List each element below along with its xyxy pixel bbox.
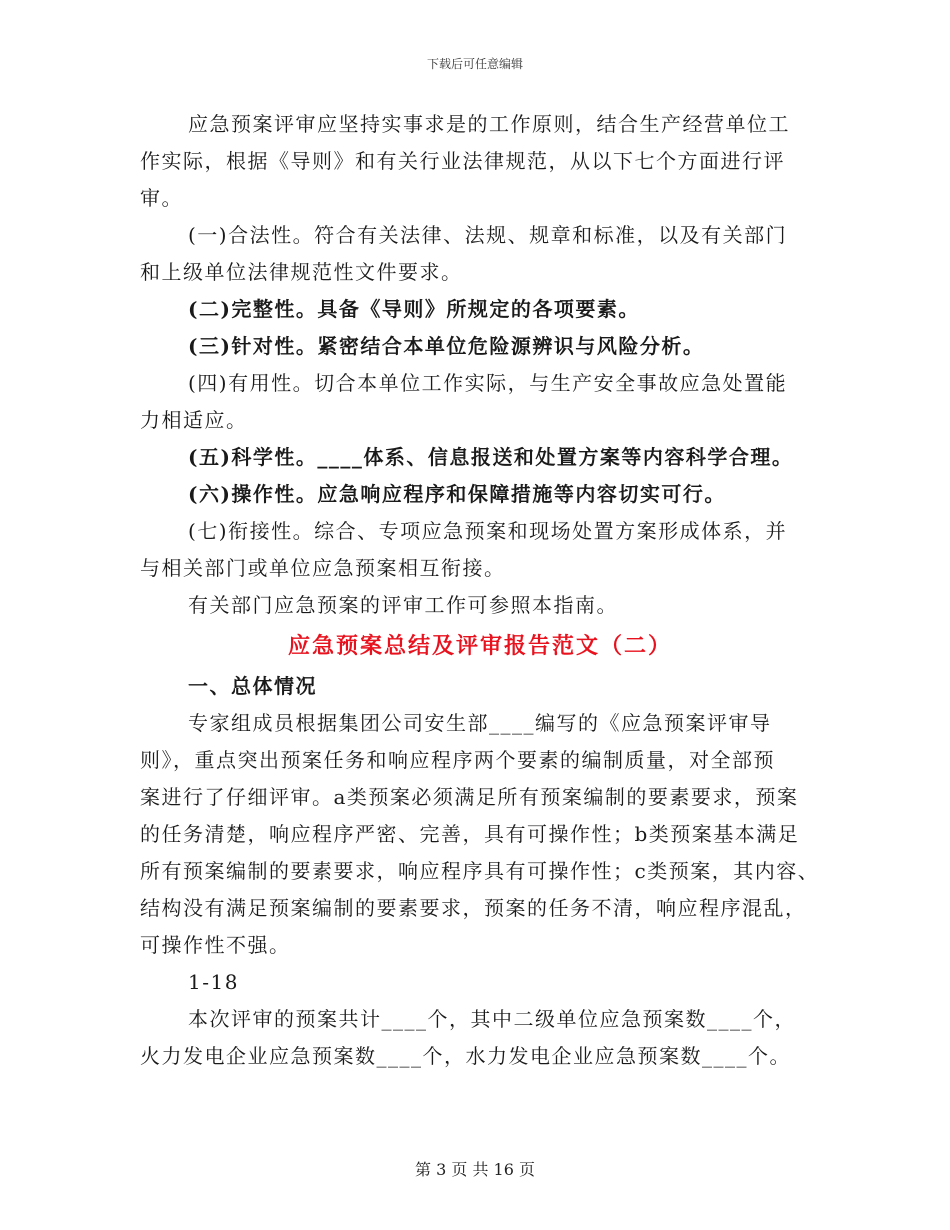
paragraph-line bbox=[140, 853, 820, 890]
line-text: (六)操作性。应急响应程序和保障措施等内容切实可行。 bbox=[188, 482, 726, 506]
paragraph-line bbox=[140, 365, 820, 402]
line-text: 火力发电企业应急预案数____个，水力发电企业应急预案数____个。 bbox=[140, 1044, 791, 1068]
paragraph-line bbox=[140, 705, 820, 742]
line-text: 和上级单位法律规范性文件要求。 bbox=[140, 260, 463, 284]
line-text: (二)完整性。具备《导则》所规定的各项要素。 bbox=[188, 297, 640, 321]
paragraph-line bbox=[140, 476, 820, 513]
line-text: 1-18 bbox=[188, 970, 239, 994]
line-text: 所有预案编制的要素要求，响应程序具有可操作性；c类预案，其内容、 bbox=[140, 859, 820, 883]
paragraph-line bbox=[140, 1001, 820, 1038]
section-title: 应急预案总结及评审报告范文（二） bbox=[287, 633, 672, 659]
paragraph-line bbox=[140, 550, 820, 587]
paragraph-line bbox=[140, 254, 820, 291]
paragraph-line bbox=[140, 1038, 820, 1075]
paragraph-line bbox=[140, 587, 820, 624]
section-one-text bbox=[140, 106, 820, 624]
paragraph-line bbox=[140, 668, 820, 705]
line-text: 可操作性不强。 bbox=[140, 933, 291, 957]
paragraph-line bbox=[140, 180, 820, 217]
line-text: (三)针对性。紧密结合本单位危险源辨识与风险分析。 bbox=[188, 334, 705, 358]
line-text: 则》，重点突出预案任务和响应程序两个要素的编制质量，对全部预 bbox=[140, 748, 775, 772]
line-text: (七)衔接性。综合、专项应急预案和现场处置方案形成体系，并 bbox=[188, 519, 788, 543]
paragraph-line bbox=[140, 890, 820, 927]
line-text: 专家组成员根据集团公司安生部____编写的《应急预案评审导 bbox=[188, 711, 772, 735]
page-number: 第 3 页 共 16 页 bbox=[415, 1160, 535, 1179]
line-text: 的任务清楚，响应程序严密、完善，具有可操作性；b类预案基本满足 bbox=[140, 822, 800, 846]
paragraph-line bbox=[140, 779, 820, 816]
section-two-text bbox=[140, 668, 820, 1075]
line-text: 有关部门应急预案的评审工作可参照本指南。 bbox=[188, 593, 618, 617]
line-text: 本次评审的预案共计____个，其中二级单位应急预案数____个， bbox=[188, 1007, 796, 1031]
line-text: 应急预案评审应坚持实事求是的工作原则，结合生产经营单位工 bbox=[188, 112, 790, 136]
paragraph-line bbox=[140, 927, 820, 964]
line-text: 作实际，根据《导则》和有关行业法律规范，从以下七个方面进行评 bbox=[140, 149, 785, 173]
line-text: 力相适应。 bbox=[140, 408, 248, 432]
paragraph-line bbox=[140, 439, 820, 476]
page-header: 下载后可任意编辑 bbox=[426, 57, 523, 71]
paragraph-line bbox=[140, 816, 820, 853]
document-body bbox=[140, 106, 820, 1075]
paragraph-line bbox=[140, 402, 820, 439]
paragraph-line bbox=[140, 513, 820, 550]
line-text: 案进行了仔细评审。a类预案必须满足所有预案编制的要素要求，预案 bbox=[140, 785, 799, 809]
paragraph-line bbox=[140, 964, 820, 1001]
line-text: 与相关部门或单位应急预案相互衔接。 bbox=[140, 556, 506, 580]
paragraph-line bbox=[140, 328, 820, 365]
paragraph-line bbox=[140, 106, 820, 143]
line-text: (五)科学性。____体系、信息报送和处置方案等内容科学合理。 bbox=[188, 445, 794, 469]
paragraph-line bbox=[140, 143, 820, 180]
paragraph-line bbox=[140, 217, 820, 254]
line-text: (四)有用性。切合本单位工作实际，与生产安全事故应急处置能 bbox=[188, 371, 788, 395]
line-text: 结构没有满足预案编制的要素要求，预案的任务不清，响应程序混乱， bbox=[140, 896, 807, 920]
paragraph-line bbox=[140, 742, 820, 779]
line-text: 一、总体情况 bbox=[188, 674, 317, 698]
paragraph-line bbox=[140, 291, 820, 328]
line-text: 审。 bbox=[140, 186, 183, 210]
line-text: (一)合法性。符合有关法律、法规、规章和标准，以及有关部门 bbox=[188, 223, 788, 247]
